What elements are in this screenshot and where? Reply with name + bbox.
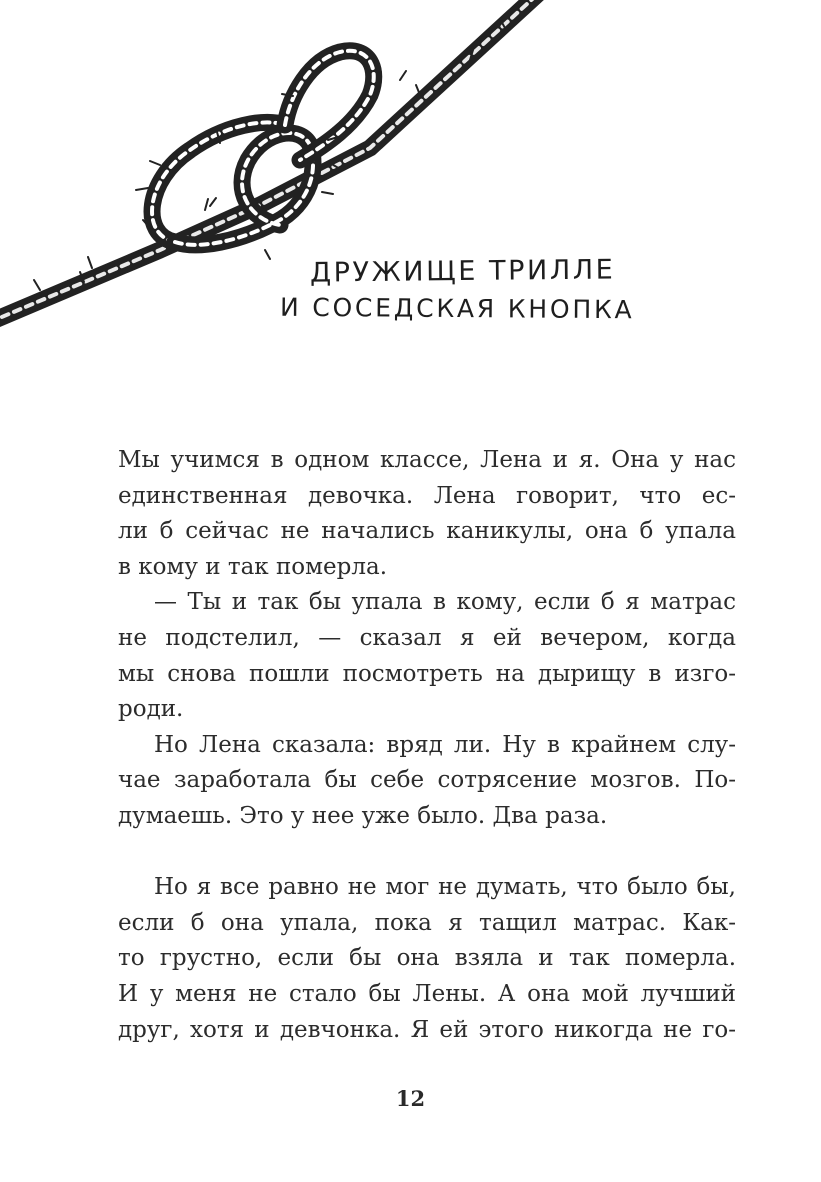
paragraph-gap (118, 835, 736, 871)
text-line: друг, хотя и девчонка. Я ей этого никогда не го- (118, 1016, 736, 1043)
text-line: если б она упала, пока я тащил матрас. Как- (118, 909, 736, 936)
rope-fibers (34, 19, 505, 290)
text-line: Но я все равно не мог не думать, что было бы, (154, 874, 736, 901)
body-text (118, 443, 736, 1048)
text-line: роди. (118, 696, 184, 723)
text-line: в кому и так померла. (118, 553, 388, 580)
text-line: чае заработала бы себе сотрясение мозгов. По- (118, 767, 736, 794)
text-line: — Ты и так бы упала в кому, если б я матрас (154, 589, 736, 616)
chapter-title-line-1: ДРУЖИЩЕ ТРИЛЛЕ (309, 254, 616, 289)
text-line: Мы учимся в одном классе, Лена и я. Она у нас (118, 447, 736, 473)
text-line: единственная девочка. Лена говорит, что ес- (118, 482, 736, 509)
text-line: мы снова пошли посмотреть на дырищу в изго- (118, 660, 736, 687)
text-line: Но Лена сказала: вряд ли. Ну в крайнем слу- (154, 731, 736, 758)
text-line: И у меня не стало бы Лены. А она мой лучший (118, 980, 736, 1007)
text-line: не подстелил, — сказал я ей вечером, когда (118, 624, 736, 651)
text-line: ли б сейчас не начались каникулы, она б упала (118, 518, 736, 545)
text-line: то грустно, если бы она взяла и так померла. (118, 945, 736, 972)
page-number: 12 (395, 1086, 426, 1111)
chapter-title-line-2: И СОСЕДСКАЯ КНОПКА (279, 292, 635, 325)
text-line: думаешь. Это у нее уже было. Два раза. (118, 802, 608, 829)
